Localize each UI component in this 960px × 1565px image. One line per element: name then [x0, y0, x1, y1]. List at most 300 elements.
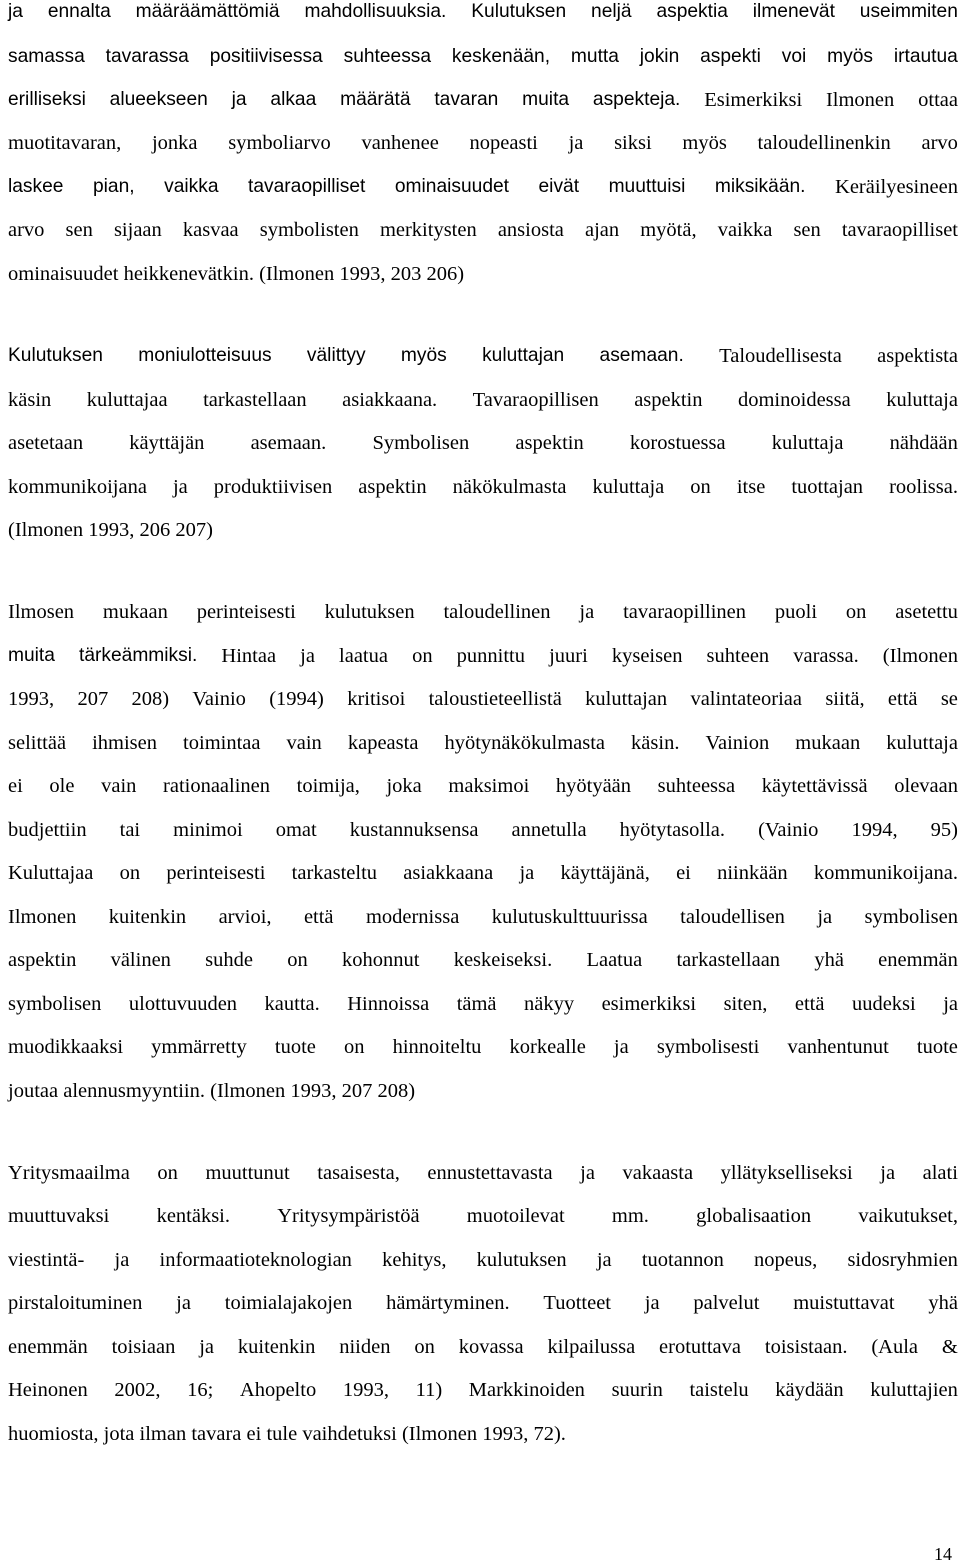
word: kentäksi. [156, 1205, 231, 1227]
text-line [8, 600, 958, 624]
word: pian, [92, 176, 135, 197]
word: ei [676, 862, 691, 884]
text-segment: huomiosta, jota ilman tavara ei tule vaihdetuksi (Ilmonen 1993, 72). [8, 1423, 566, 1445]
word: kovassa [458, 1336, 524, 1358]
word: kulutuksen [476, 1249, 567, 1271]
word: merkitysten [379, 219, 477, 241]
word: (Vainio [758, 819, 819, 841]
word: muotoilevat [466, 1205, 565, 1227]
word: enemmän [8, 1336, 88, 1358]
word: ja [579, 601, 595, 623]
word: ja [519, 862, 535, 884]
word: punnittu [456, 645, 525, 667]
text-line [8, 1422, 958, 1446]
word: laskee [8, 176, 64, 197]
word: juuri [549, 645, 588, 667]
word: muuttuisi [608, 176, 686, 197]
word: tasaisesta, [317, 1162, 400, 1184]
word: suurin [611, 1379, 663, 1401]
word: ja [176, 1292, 191, 1314]
word: tai [119, 819, 141, 841]
word: ansiosta [497, 219, 564, 241]
word: selittää [8, 732, 67, 754]
word: tuotannon [641, 1249, 724, 1271]
word: ulottuvuuden [128, 993, 238, 1015]
word: korkealle [509, 1036, 586, 1058]
word: 16; [187, 1379, 214, 1401]
word: nopeasti [469, 132, 538, 154]
word: kommunikoijana. [813, 862, 958, 884]
word: alueekseen [109, 89, 208, 110]
word: niinkään [717, 862, 788, 884]
word: rationaalinen [163, 775, 271, 797]
word: Keräilyesineen [835, 176, 958, 198]
word: enemmän [878, 949, 958, 971]
word: aspektin [358, 476, 427, 498]
word: symbolisen [864, 906, 958, 928]
word: vanhenee [361, 132, 439, 154]
word: produktiivisen [213, 476, 333, 498]
word: perinteisesti [196, 601, 296, 623]
word: asetetaan [8, 432, 84, 454]
word: tavaraopillinen [623, 601, 747, 623]
word: palvelut [693, 1292, 760, 1314]
word: useimmiten [859, 1, 958, 22]
text-line [8, 0, 958, 24]
word: tarkastellaan [203, 389, 307, 411]
word: ja [596, 1249, 612, 1271]
word: informaatioteknologian [159, 1249, 352, 1271]
text-line [8, 1291, 958, 1315]
word: tärkeämmiksi. [79, 645, 198, 666]
word: muita [522, 89, 570, 110]
word: omat [275, 819, 317, 841]
word: mutta [570, 46, 619, 67]
word: 2002, [114, 1379, 161, 1401]
word: myös [682, 132, 727, 154]
page-number: 14 [934, 1544, 952, 1564]
word: on [414, 1336, 435, 1358]
word: myös [400, 345, 447, 366]
word: tavarassa [105, 46, 189, 67]
word: 208) [131, 688, 170, 710]
word: erotuttava [659, 1336, 742, 1358]
text-line [8, 518, 958, 542]
word: välittyy [306, 345, 366, 366]
text-line [8, 88, 958, 112]
word: mm. [611, 1205, 649, 1227]
text-line [8, 644, 958, 668]
word: ennustettavasta [427, 1162, 553, 1184]
word: hyötynäkökulmasta [444, 732, 606, 754]
word: kuluttajan [482, 345, 565, 366]
word: on [690, 476, 711, 498]
word: taloustieteellistä [428, 688, 562, 710]
word: kustannuksensa [349, 819, 479, 841]
text-line [8, 1079, 958, 1103]
word: eivät [538, 176, 580, 197]
word: vaikka [164, 176, 219, 197]
word: jokin [639, 46, 680, 67]
word: Ilmonen [825, 89, 895, 111]
word: on [157, 1162, 178, 1184]
word: mahdollisuuksia. [304, 1, 447, 22]
word: muuttunut [205, 1162, 290, 1184]
word: hämärtyminen. [386, 1292, 510, 1314]
word: käyttäjänä, [560, 862, 650, 884]
word: valintateoriaa [690, 688, 802, 710]
word: pirstaloituminen [8, 1292, 143, 1314]
word: yhä [928, 1292, 958, 1314]
word: Kulutuksen [8, 345, 103, 366]
word: näkyy [524, 993, 575, 1015]
word: ja [114, 1249, 130, 1271]
word: hinnoiteltu [392, 1036, 482, 1058]
word: globalisaation [696, 1205, 812, 1227]
word: taloudellisen [680, 906, 785, 928]
word: suhteessa [343, 46, 432, 67]
word: Kulutuksen [471, 1, 567, 22]
word: symbolisten [259, 219, 359, 241]
word: ilmenevät [752, 1, 835, 22]
word: kuluttajien [870, 1379, 958, 1401]
word: samassa [8, 46, 85, 67]
word: ja [880, 1162, 896, 1184]
text-line [8, 1248, 958, 1272]
word: hyötyään [555, 775, 632, 797]
word: dominoidessa [737, 389, 851, 411]
word: tuottajan [791, 476, 864, 498]
word: kuitenkin [237, 1336, 316, 1358]
word: arvo [8, 219, 45, 241]
word: viestintä- [8, 1249, 85, 1271]
word: & [941, 1336, 958, 1358]
word: aspekteja. [592, 89, 681, 110]
word: itse [736, 476, 766, 498]
word: on [287, 949, 308, 971]
word: asemaan. [599, 345, 684, 366]
word: yllätykselliseksi [720, 1162, 853, 1184]
word: muotitavaran, [8, 132, 122, 154]
word: tämä [456, 993, 497, 1015]
word: 1993, [342, 1379, 389, 1401]
word: Ilmonen [8, 906, 77, 928]
word: ja [172, 476, 188, 498]
word: myötä, [640, 219, 697, 241]
text-line [8, 45, 958, 69]
word: toimialajakojen [224, 1292, 353, 1314]
word: sen [793, 219, 821, 241]
text-line [8, 475, 958, 499]
text-line [8, 687, 958, 711]
word: sen [65, 219, 93, 241]
word: taloudellinenkin [757, 132, 891, 154]
word: alati [922, 1162, 958, 1184]
word: tarkasteltu [291, 862, 378, 884]
word: tavaraopilliset [248, 176, 366, 197]
word: budjettiin [8, 819, 87, 841]
word: jonka [151, 132, 198, 154]
word: aspektin [8, 949, 77, 971]
word: että [794, 993, 825, 1015]
word: että [887, 688, 918, 710]
word: tarkastellaan [676, 949, 781, 971]
word: että [303, 906, 334, 928]
text-line [8, 1161, 958, 1185]
word: asetettu [895, 601, 958, 623]
word: Taloudellisesta [719, 345, 842, 367]
word: nähdään [889, 432, 958, 454]
word: mukaan [795, 732, 861, 754]
word: Kuluttajaa [8, 862, 94, 884]
word: keskeiseksi. [453, 949, 553, 971]
word: kuluttaja [771, 432, 844, 454]
word: symbolisesti [656, 1036, 760, 1058]
word: 11) [415, 1379, 443, 1401]
word: kommunikoijana [8, 476, 147, 498]
word: laatua [339, 645, 388, 667]
word: Yritysmaailma [8, 1162, 130, 1184]
word: myös [827, 46, 873, 67]
word: suhde [205, 949, 253, 971]
word: määräämättömiä [135, 1, 280, 22]
word: Laatua [586, 949, 643, 971]
text-line [8, 948, 958, 972]
word: miksikään. [714, 176, 806, 197]
word: on [845, 601, 867, 623]
word: kehitys, [382, 1249, 447, 1271]
text-segment: joutaa alennusmyyntiin. (Ilmonen 1993, 207 208) [8, 1080, 416, 1102]
word: keskenään, [451, 46, 551, 67]
word: arvo [921, 132, 958, 154]
text-line [8, 344, 958, 368]
word: toisiaan [111, 1336, 176, 1358]
word: 1993, [8, 688, 55, 710]
word: Tuotteet [543, 1292, 611, 1314]
word: on [412, 645, 433, 667]
text-line [8, 861, 958, 885]
word: suhteessa [657, 775, 736, 797]
word: ennalta [47, 1, 111, 22]
word: kautta. [264, 993, 320, 1015]
word: toimintaa [183, 732, 261, 754]
word: varassa. [793, 645, 859, 667]
word: arvioi, [218, 906, 272, 928]
word: hyötytasolla. [619, 819, 726, 841]
word: aspektin [634, 389, 703, 411]
word: muuttuvaksi [8, 1205, 110, 1227]
word: muita [8, 645, 55, 666]
word: mukaan [102, 601, 168, 623]
word: taistelu [689, 1379, 749, 1401]
word: ymmärretty [151, 1036, 247, 1058]
word: Hinnoissa [347, 993, 430, 1015]
word: (Ilmonen [882, 645, 958, 667]
word: toimija, [296, 775, 360, 797]
word: kuitenkin [108, 906, 187, 928]
word: symboliarvo [228, 132, 331, 154]
text-line [8, 731, 958, 755]
word: kilpailussa [547, 1336, 636, 1358]
word: ei [8, 775, 23, 797]
word: ottaa [918, 89, 958, 111]
word: alkaa [270, 89, 317, 110]
word: maksimoi [448, 775, 530, 797]
word: vaikutukset, [858, 1205, 958, 1227]
word: ole [49, 775, 75, 797]
word: Esimerkiksi [704, 89, 803, 111]
word: välinen [110, 949, 171, 971]
word: käyttäjän [129, 432, 205, 454]
word: sidosryhmien [847, 1249, 958, 1271]
word: suhteen [706, 645, 770, 667]
word: ja [568, 132, 584, 154]
word: tuote [916, 1036, 958, 1058]
word: aspekti [700, 46, 761, 67]
word: olevaan [894, 775, 958, 797]
word: ja [199, 1336, 215, 1358]
word: kasvaa [182, 219, 239, 241]
word: irtautua [893, 46, 958, 67]
word: käytettävissä [761, 775, 868, 797]
text-line [8, 262, 958, 286]
word: käsin. [631, 732, 680, 754]
word: kulutuskulttuurissa [491, 906, 648, 928]
word: sijaan [113, 219, 162, 241]
word: vain [286, 732, 322, 754]
word: modernissa [365, 906, 460, 928]
word: minimoi [173, 819, 243, 841]
word: tuote [274, 1036, 316, 1058]
word: asiakkaana [403, 862, 494, 884]
word: tavaraopilliset [841, 219, 958, 241]
word: aspektia [656, 1, 728, 22]
text-line [8, 1204, 958, 1228]
word: niiden [339, 1336, 391, 1358]
word: Vainion [705, 732, 770, 754]
word: on [343, 1036, 365, 1058]
word: symbolisen [8, 993, 102, 1015]
text-line [8, 131, 958, 155]
text-line [8, 431, 958, 455]
word: taloudellinen [443, 601, 551, 623]
word: kapeasta [347, 732, 419, 754]
word: vain [101, 775, 137, 797]
word: kulutuksen [324, 601, 415, 623]
word: kohonnut [342, 949, 420, 971]
word: yhä [814, 949, 844, 971]
word: muistuttavat [793, 1292, 895, 1314]
word: Yritysympäristöä [277, 1205, 420, 1227]
text-line [8, 388, 958, 412]
word: ajan [584, 219, 620, 241]
text-segment: (Ilmonen 1993, 206 207) [8, 519, 213, 541]
word: uudeksi [851, 993, 916, 1015]
text-line [8, 1378, 958, 1402]
word: annetulla [511, 819, 587, 841]
word: käsin [8, 389, 52, 411]
word: 1994, [851, 819, 898, 841]
word: ja [580, 1162, 595, 1184]
word: asemaan. [250, 432, 327, 454]
word: kritisoi [347, 688, 406, 710]
text-line [8, 992, 958, 1016]
word: vakaasta [622, 1162, 694, 1184]
word: Hintaa [221, 645, 277, 667]
text-line [8, 175, 958, 199]
word: kuluttajan [585, 688, 668, 710]
word: Symbolisen [372, 432, 470, 454]
word: tavaran [434, 89, 499, 110]
word: moniulotteisuus [138, 345, 272, 366]
word: kuluttaja [886, 732, 958, 754]
word: kuluttajaa [86, 389, 168, 411]
word: 207 [77, 688, 109, 710]
word: asiakkaana. [342, 389, 438, 411]
word: ja [943, 993, 958, 1015]
word: ja [644, 1292, 660, 1314]
word: aspektin [515, 432, 584, 454]
word: muodikkaaksi [8, 1036, 124, 1058]
text-line [8, 905, 958, 929]
word: kuluttaja [592, 476, 665, 498]
word: perinteisesti [166, 862, 266, 884]
word: (1994) [269, 688, 324, 710]
text-line [8, 1035, 958, 1059]
text-line [8, 818, 958, 842]
word: käydään [775, 1379, 844, 1401]
word: ja [8, 1, 23, 22]
word: siksi [614, 132, 652, 154]
text-line [8, 1335, 958, 1359]
word: kuluttaja [886, 389, 958, 411]
word: puoli [774, 601, 818, 623]
word: korostuessa [629, 432, 726, 454]
word: Ahopelto [239, 1379, 317, 1401]
word: voi [781, 46, 807, 67]
word: esimerkiksi [601, 993, 697, 1015]
word: ja [300, 645, 315, 667]
word: Tavaraopillisen [472, 389, 599, 411]
word: ihmisen [92, 732, 158, 754]
word: Markkinoiden [468, 1379, 585, 1401]
word: toisistaan. [764, 1336, 848, 1358]
word: (Aula [871, 1336, 919, 1358]
word: 95) [930, 819, 958, 841]
word: roolissa. [889, 476, 958, 498]
word: nopeus, [754, 1249, 818, 1271]
word: aspektista [877, 345, 958, 367]
text-segment: ominaisuudet heikkenevätkin. [8, 263, 260, 285]
word: Heinonen [8, 1379, 88, 1401]
word: joka [386, 775, 422, 797]
word: kyseisen [611, 645, 683, 667]
word: ja [817, 906, 833, 928]
word: ja [231, 89, 247, 110]
word: positiivisessa [209, 46, 323, 67]
word: neljä [591, 1, 632, 22]
word: ominaisuudet [394, 176, 509, 197]
word: näkökulmasta [452, 476, 567, 498]
word: vanhentunut [787, 1036, 889, 1058]
word: määrätä [340, 89, 411, 110]
word: vaikka [717, 219, 773, 241]
text-line [8, 218, 958, 242]
text-line [8, 774, 958, 798]
word: Vainio [192, 688, 246, 710]
word: ja [613, 1036, 629, 1058]
word: siitä, [825, 688, 865, 710]
